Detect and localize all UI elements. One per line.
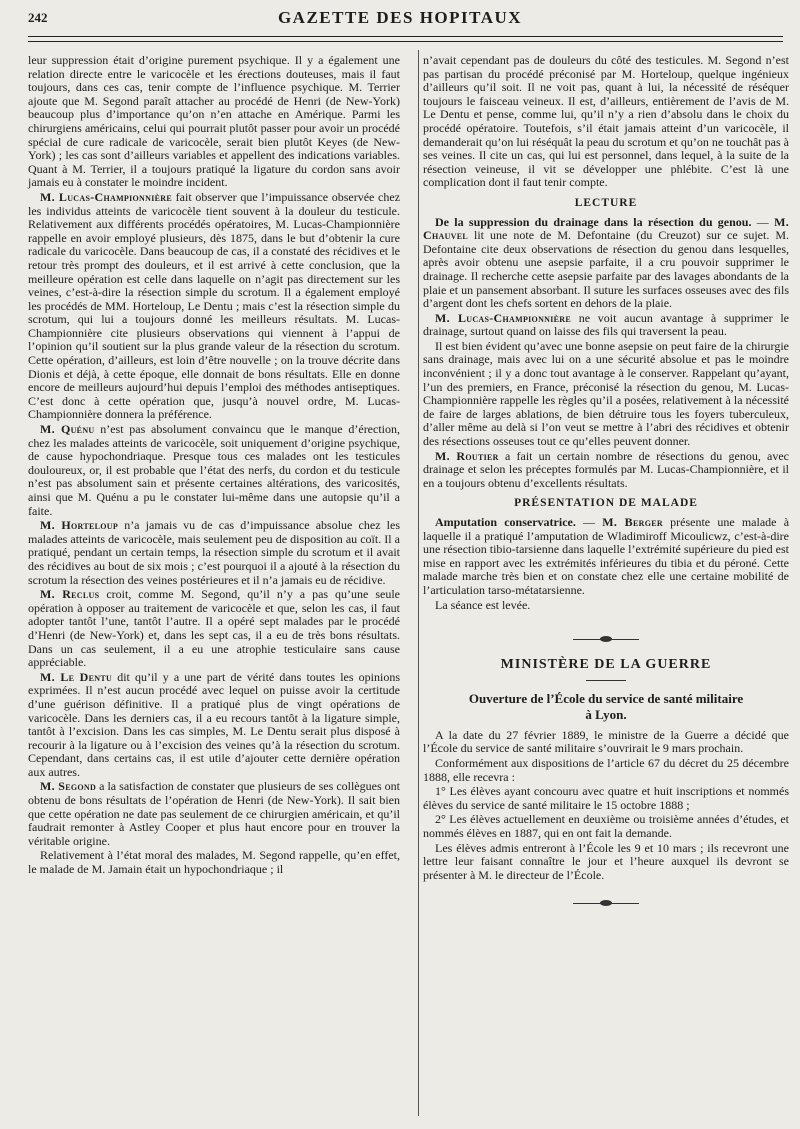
paragraph: n’avait cependant pas de douleurs du côté des testicules. M. Segond n’est pas partisan du procédé préconisé par M. Horteloup, quelque ingénieux d’ailleurs qu’il soit. Il ne voit pas, quant à lui, la nécessité de réséquer toujours le faisceau veineux. Il est, d’ailleurs, entièrement de l’avis de M. Le Dentu et pense, comme lui, qu’il n’y a rien d’absolu dans le choix du procédé opératoire. Toutefois, s’il était jamais atteint d’un varicocèle, il demanderait qu’on lui réséquât la peau du scrotum et qu’on ne touchât pas à ses veines. Il cite un cas, qui lui est personnel, dans lequel, à la suite de la résection veineuse, il vit se développer une phlébite. C’est là une complication dont il faut tenir compte. — [423, 53, 789, 190]
journal-title: GAZETTE DES HOPITAUX — [277, 8, 523, 27]
section-heading-presentation: PRÉSENTATION DE MALADE — [514, 497, 698, 510]
short-rule — [586, 680, 626, 681]
section-ornament — [423, 634, 789, 644]
paragraph-text: a la satisfaction de constater que plusieurs de ses collègues ont obtenu de bons résultats de l’opération de Henri (de New-York). Il sait bien que cette opération ne date pas seulement de ce chirurgien américain, et qu’il faudrait remonter à Astley Cooper et plus haut encore pour en trouver la véritable origine. — [28, 779, 400, 848]
speaker-name: M. Berger — [602, 515, 663, 529]
speaker-name: M. Horteloup — [40, 518, 119, 533]
paragraph-text: croit, comme M. Segond, qu’il n’y a pas qu’une seule opération à opposer au traitement de varicocèle et que, selon les cas, il faut adopter tantôt l’une, tantôt l’autre. Il a opéré sept malades par le procédé d’Henri (de New-York) et, dans les sept cas, il a eu de très bons résultats. Dans un cas seulement, il a eu une atrophie testiculaire sans cause appréciable. — [28, 587, 401, 670]
article-title: De la suppression du drainage dans la résection du genou. — [435, 214, 752, 229]
article-title: Amputation conservatrice. — [435, 515, 576, 529]
paragraph: 2° Les élèves actuellement en deuxième ou troisième années d’études, et nommés élèves en 1887, qui en ont fait la demande. — [423, 812, 789, 840]
right-column — [423, 54, 789, 922]
header-rule-thin — [28, 41, 783, 42]
paragraph: leur suppression était d’origine purement psychique. Il y a également une relation directe entre le varicocèle et les érections douteuses, mais il faut toujours, dans ces cas, tenir compte de l’influence psychique. M. Terrier ajoute que M. Segond paraît attacher au procédé de Henri (de New-York) beaucoup plus d’importance qu’on n’en attache en Amérique. Parmi les chirurgiens américains, celui qui pourrait plutôt passer pour avoir un procédé spécial de cure radicale de varicocèle, serait bien plutôt Keyes (de New-York) ; les cas sont d’ailleurs variables et appellent des indications variables. Quant à M. Terrier, il a toujours pratiqué la ligature du cordon sans avoir jamais eu à constater le moindre incident. — [28, 53, 400, 190]
paragraph — [28, 519, 400, 587]
section-heading-lecture: LECTURE — [574, 196, 638, 209]
section-heading-ministere: MINISTÈRE DE LA GUERRE — [500, 657, 712, 673]
header-rule-thick — [28, 36, 783, 37]
paragraph-text: ne voit aucun avantage à supprimer le drainage, surtout quand on laisse des fils qui traversent la peau. — [423, 310, 790, 339]
paragraph — [28, 671, 400, 780]
column-divider — [418, 50, 419, 1116]
paragraph: La séance est levée. — [435, 597, 531, 612]
paragraph: 1° Les élèves ayant concouru avec quatre et huit inscriptions et nommés élèves du service de santé militaire le 15 octobre 1888 ; — [423, 784, 789, 812]
page-number: 242 — [28, 10, 48, 25]
left-column — [28, 54, 400, 878]
article-heading-line: à Lyon. — [585, 706, 627, 722]
article-heading — [423, 691, 789, 723]
paragraph-text: n’est pas absolument convaincu que le manque d’érection, chez les malades atteints de varicocèle, soit uniquement d’origine psychique, de cause hypochondriaque. Presque tous ces malades ont les testicules douloureux, or, il est probable que l’état des nerfs, du cordon et du testicule n’est pas absolument sain et présente certaines altérations, des varicosités, ainsi que M. Quénu a pu le constater lui-même dans une autopsie qu’il a faite. — [28, 422, 401, 518]
paragraph-text: dit qu’il y a une part de vérité dans toutes les opinions exprimées. Il n’est aucun procédé avec lequel on puisse avoir la certitude d’une guérison définitive. Il a pratiqué plus de vingt opérations de varicocèle. Dans les derniers cas, il a eu recours tantôt à la ligature simple, tantôt à l’excision. Dans les cas simples, M. Le Dentu serait plus disposé à recourir à la ligature ou à l’excision des veines qu’à la résection du scrotum. Cependant, dans certains cas, il est utile d’ajouter cette dernière opération aux autres. — [28, 669, 400, 779]
paragraph — [423, 312, 789, 339]
paragraph: De la suppression du drainage dans la résection du genou. — M. Chauvel lit une note de M. Defontaine (du Creuzot) sur ce sujet. M. Defontaine cite deux observations de résection du genou dans lesquelles, après avoir obtenu une asepsie parfaite, il a cru pouvoir supprimer le drainage. Il recherche cette asepsie parfaite par des lavages abondants de la plaie et un pansement absorbant. Il suture les surfaces osseuses avec des fils d’argent dont les chefs sortent en dehors de la plaie. — [423, 214, 789, 311]
paragraph: Conformément aux dispositions de l’article 67 du décret du 25 décembre 1888, elle recevra : — [423, 755, 789, 784]
end-ornament — [423, 898, 789, 908]
paragraph: Les élèves admis entreront à l’École les 9 et 10 mars ; ils recevront une lettre leur faisant connaître le jour et l’heure auxquel ils devront se présenter à M. le directeur de l’École. — [423, 840, 789, 882]
paragraph — [423, 450, 789, 491]
speaker-name: M. Routier — [435, 448, 499, 463]
paragraph-text: n’a jamais vu de cas d’impuissance absolue chez les malades atteints de varicocèle, mais seulement peu de disposition au coït. Il a pratiqué, pendant un certain temps, la résection simple du scrotum et il avait des récidives au bout de six mois ; c’est pourquoi il a ajouté à la résection du scrotum la résection des veines postérieures et il n’a jamais eu de récidive. — [28, 518, 401, 587]
paragraph: Amputation conservatrice. — M. Berger présente une malade à laquelle il a pratiqué l’amputation de Wladimiroff Micoulicwz, c’est-à-dire une résection tibio-tarsienne dans laquelle l’extrémité supérieure du pied est mise en rapport avec les extrémités inférieures du tibia et du péroné. Cette malade marche très bien et on constate chez elle une certaine mobilité de l’articulation tarso-métatarsienne. — [423, 515, 790, 597]
speaker-name: M. Le Dentu — [40, 669, 113, 684]
paragraph-text: a fait un certain nombre de résections du genou, avec drainage et selon les préceptes formulés par M. Lucas-Championnière, et il en a toujours obtenu d’excellents résultats. — [423, 448, 789, 490]
paragraph-text: présente une malade à laquelle il a pratiqué l’amputation de Wladimiroff Micoulicwz, c’est-à-dire une résection tibio-tarsienne dans laquelle l’extrémité supérieure du pied est mise en rapport avec les extrémités inférieures du tibia et du péroné. Cette malade marche très bien et on constate chez elle une certaine mobilité de l’articulation tarso-métatarsienne. — [423, 515, 790, 597]
paragraph — [28, 191, 400, 422]
speaker-name: M. Segond — [40, 779, 97, 794]
paragraph — [28, 588, 400, 670]
paragraph: A la date du 27 février 1889, le ministre de la Guerre a décidé que l’École du service de santé militaire s’ouvrirait le 9 mars prochain. — [423, 727, 789, 756]
speaker-name: M. Quénu — [40, 422, 95, 437]
speaker-name: M. Lucas-Championnière — [435, 310, 571, 325]
speaker-name: M. Chauvel — [423, 214, 789, 243]
paragraph-text: fait observer que l’impuissance observée chez les individus atteints de varicocèle tient souvent à la douleur du testicule. Relativement aux différents procédés opératoires, M. Lucas-Championnière rappelle en avoir employé plusieurs, dès 1875, dans le but d’obtenir la cure radicale du varicocèle. Dans beaucoup de cas, il a constaté des récidives et le retour très prompt des douleurs, et il est arrivé à cette conclusion, que la meilleure opération est celle dans laquelle on n’agit pas directement sur les veines, c’est-à-dire la résection simple du scrotum. Il a également employé les procédés de MM. Horteloup, Le Dentu ; mais c’est la résection simple du scrotum, qui lui a toujours donné les meilleurs résultats. M. Lucas-Championnière cite plusieurs observations qui viennent à l’appui de l’opinion qu’il soutient sur la plus grande valeur de la résection du scrotum. Cette opération, d’ailleurs, est loin d’être nouvelle ; on la trouve décrite dans Dionis et déjà, à cette époque, elle donnait de bons résultats. Elle en donne encore de meilleurs aujourd’hui depuis l’emploi des méthodes antiseptiques. C’est donc à cette opération que, jusqu’à nouvel ordre, M. Lucas-Championnière donnera la préférence. — [28, 189, 401, 422]
paragraph: Relativement à l’état moral des malades, M. Segond rappelle, qu’en effet, le malade de M. Jamain était un hypochondriaque ; il — [28, 848, 400, 877]
paragraph-text: lit une note de M. Defontaine (du Creuzot) sur ce sujet. M. Defontaine cite deux observations de résection du genou dans lesquelles, après avoir obtenu une asepsie parfaite, il a cru pouvoir supprimer le drainage. Il recherche cette asepsie parfaite par des lavages abondants de la plaie et un pansement absorbant. Il suture les surfaces osseuses avec des fils d’argent dont les chefs sortent en dehors de la plaie. — [423, 228, 789, 311]
speaker-name: M. Lucas-Championnière — [40, 189, 172, 204]
paragraph — [28, 423, 400, 518]
paragraph: Il est bien évident qu’avec une bonne asepsie on peut faire de la chirurgie sans drainage, mais avec lui on a une sécurité absolue et pas le moindre inconvénient ; il y a donc tout avantage à le conserver. Rappelant qu’ayant, l’un des premiers, en France, préconisé la résection du genou, M. Lucas-Championnière rappelle les règles qu’il a posées, relativement à la nécessité de faire de larges ablations, de bien détruire tous les foyers tuberculeux, d’aller même au delà si l’on veut se mettre à l’abri des récidives et obtenir des résections osseuses tout ce qu’elles peuvent donner. — [423, 338, 789, 449]
speaker-name: M. Reclus — [40, 587, 100, 602]
article-heading-line: Ouverture de l’École du service de santé militaire — [468, 690, 744, 706]
paragraph — [28, 780, 400, 848]
